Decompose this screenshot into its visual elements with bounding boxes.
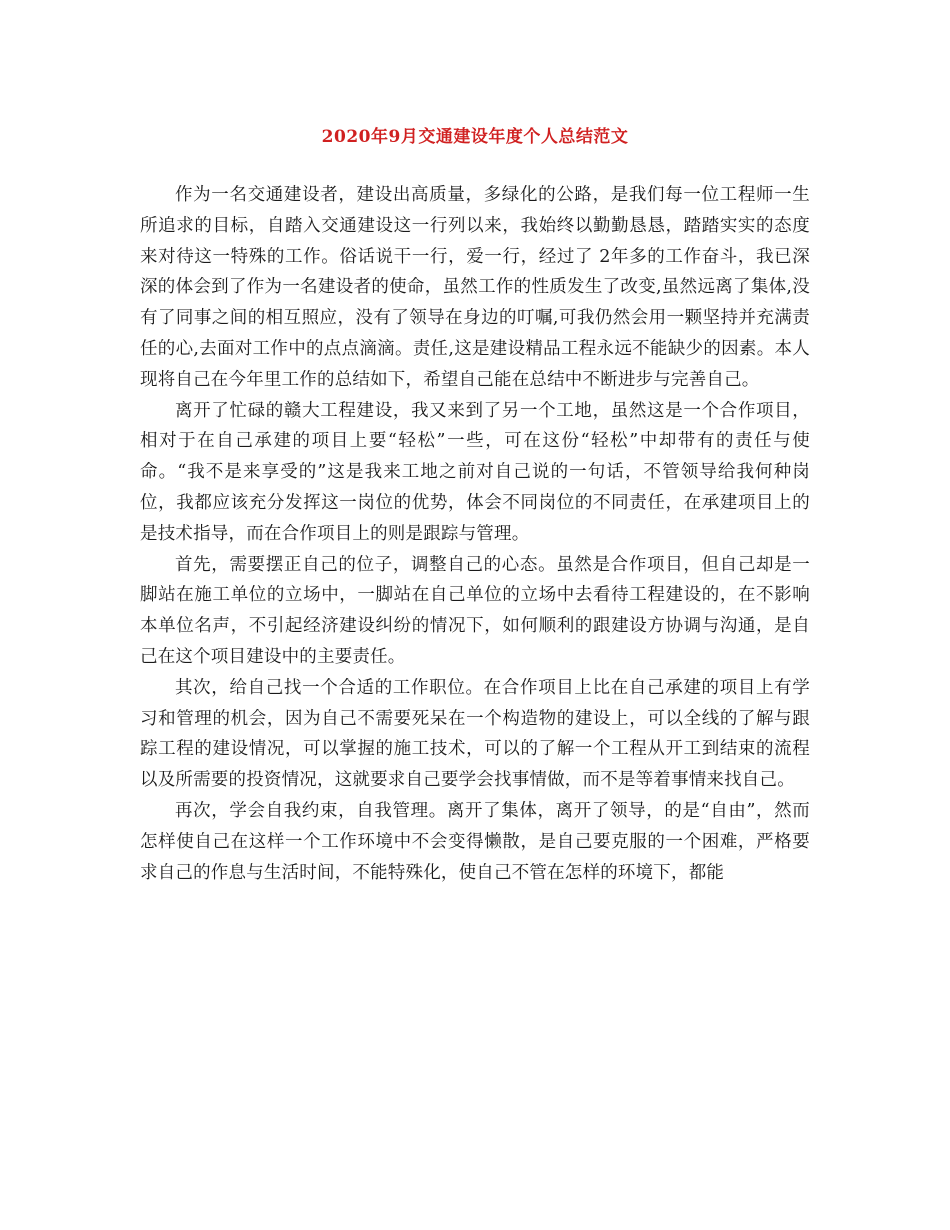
paragraph-3: 首先，需要摆正自己的位子，调整自己的心态。虽然是合作项目，但自己却是一脚站在施工单位的立场中，一脚站在自己单位的立场中去看待工程建设的，在不影响本单位名声，不引起经济建设纠纷的情况下，如何顺利的跟建设方协调与沟通，是自己在这个项目建设中的主要责任。: [140, 554, 810, 667]
document-body: [140, 180, 810, 888]
paragraph-1: 作为一名交通建设者，建设出高质量，多绿化的公路，是我们每一位工程师一生所追求的目标，自踏入交通建设这一行列以来，我始终以勤勤恳恳，踏踏实实的态度来对待这一特殊的工作。俗话说干一行，爱一行，经过了 2年多的工作奋斗，我已深深的体会到了作为一名建设者的使命，虽然工作的性质发生了改变,虽然远离了集体,没有了同事之间的相互照应，没有了领导在身边的叮嘱,可我仍然会用一颗坚持并充满责任的心,去面对工作中的点点滴滴。责任,这是建设精品工程永远不能缺少的因素。本人现将自己在今年里工作的总结如下，希望自己能在总结中不断进步与完善自己。: [140, 185, 810, 390]
paragraph-5: 再次，学会自我约束，自我管理。离开了集体，离开了领导，的是“自由”，然而怎样使自己在这样一个工作环境中不会变得懒散，是自己要克服的一个困难，严格要求自己的作息与生活时间，不能特殊化，使自己不管在怎样的环境下，都能: [140, 800, 810, 883]
document-title: 2020年9月交通建设年度个人总结范文: [321, 127, 629, 147]
paragraph-2: 离开了忙碌的赣大工程建设，我又来到了另一个工地，虽然这是一个合作项目，相对于在自己承建的项目上要“轻松”一些，可在这份“轻松”中却带有的责任与使命。“我不是来享受的”这是我来工地之前对自己说的一句话，不管领导给我何种岗位，我都应该充分发挥这一岗位的优势，体会不同岗位的不同责任，在承建项目上的是技术指导，而在合作项目上的则是跟踪与管理。: [140, 400, 810, 544]
paragraph-4: 其次，给自己找一个合适的工作职位。在合作项目上比在自己承建的项目上有学习和管理的机会，因为自己不需要死呆在一个构造物的建设上，可以全线的了解与跟踪工程的建设情况，可以掌握的施工技术，可以的了解一个工程从开工到结束的流程以及所需要的投资情况，这就要求自己要学会找事情做，而不是等着事情来找自己。: [140, 677, 810, 791]
